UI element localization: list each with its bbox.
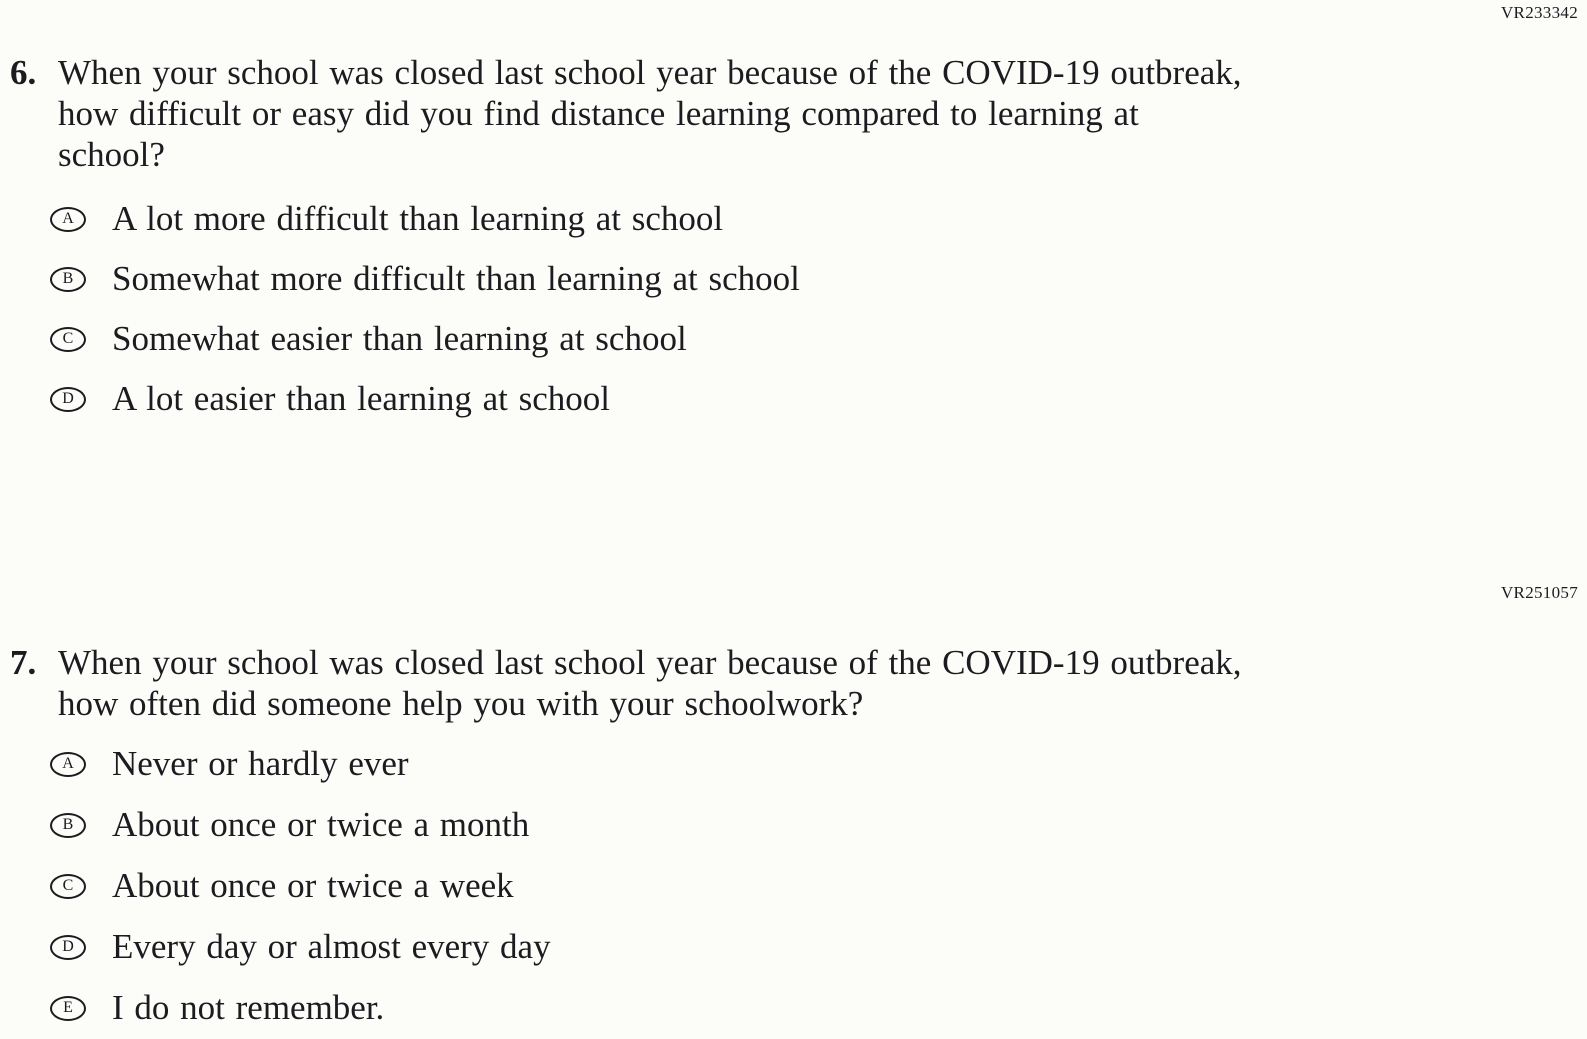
- question-7-number: 7.: [10, 643, 37, 682]
- option-letter: A: [62, 755, 74, 772]
- question-6-stem: [10, 52, 1587, 175]
- answer-bubble-a[interactable]: [50, 752, 86, 777]
- option-letter: D: [62, 938, 74, 955]
- question-6-option-c[interactable]: [50, 319, 1587, 359]
- question-6: [10, 52, 1587, 439]
- question-7: [10, 642, 1587, 1039]
- answer-bubble-a[interactable]: [50, 207, 86, 232]
- answer-bubble-d[interactable]: [50, 935, 86, 960]
- option-label: About once or twice a month: [112, 805, 530, 844]
- option-letter: B: [62, 270, 74, 287]
- item-code-question-7: VR251057: [1500, 583, 1578, 602]
- question-6-text: [58, 52, 1242, 175]
- option-label: A lot easier than learning at school: [112, 379, 610, 418]
- option-label: A lot more difficult than learning at school: [112, 199, 724, 238]
- option-letter: B: [62, 816, 74, 833]
- answer-bubble-d[interactable]: [50, 387, 86, 412]
- question-7-option-e[interactable]: [50, 988, 1587, 1028]
- answer-bubble-b[interactable]: [50, 267, 86, 292]
- question-7-line-2: how often did someone help you with your schoolwork?: [58, 684, 864, 723]
- option-label: Every day or almost every day: [112, 927, 551, 966]
- option-label: Somewhat more difficult than learning at school: [112, 259, 800, 298]
- option-label: Never or hardly ever: [112, 744, 409, 783]
- question-7-text: [58, 642, 1242, 724]
- option-letter: E: [63, 999, 73, 1016]
- question-6-line-1: When your school was closed last school year because of the COVID-19 outbreak,: [58, 53, 1242, 92]
- question-6-option-d[interactable]: [50, 379, 1587, 419]
- answer-bubble-b[interactable]: [50, 813, 86, 838]
- option-letter: C: [62, 877, 74, 894]
- question-7-option-a[interactable]: [50, 744, 1587, 784]
- answer-bubble-c[interactable]: [50, 327, 86, 352]
- option-label: I do not remember.: [112, 988, 385, 1027]
- answer-bubble-c[interactable]: [50, 874, 86, 899]
- question-6-options: [50, 199, 1587, 419]
- question-7-line-1: When your school was closed last school year because of the COVID-19 outbreak,: [58, 643, 1242, 682]
- option-letter: A: [62, 210, 74, 227]
- option-label: Somewhat easier than learning at school: [112, 319, 687, 358]
- option-label: About once or twice a week: [112, 866, 514, 905]
- option-letter: C: [62, 330, 74, 347]
- question-7-option-b[interactable]: [50, 805, 1587, 845]
- question-6-line-2: how difficult or easy did you find distance learning compared to learning at: [58, 94, 1139, 133]
- question-7-options: [50, 744, 1587, 1028]
- item-code-question-6: VR233342: [1500, 3, 1578, 22]
- question-7-option-d[interactable]: [50, 927, 1587, 967]
- question-6-option-b[interactable]: [50, 259, 1587, 299]
- question-6-number: 6.: [10, 53, 37, 92]
- question-7-stem: [10, 642, 1587, 724]
- option-letter: D: [62, 390, 74, 407]
- question-7-option-c[interactable]: [50, 866, 1587, 906]
- answer-bubble-e[interactable]: [50, 996, 86, 1021]
- question-6-option-a[interactable]: [50, 199, 1587, 239]
- question-6-line-3: school?: [58, 135, 165, 174]
